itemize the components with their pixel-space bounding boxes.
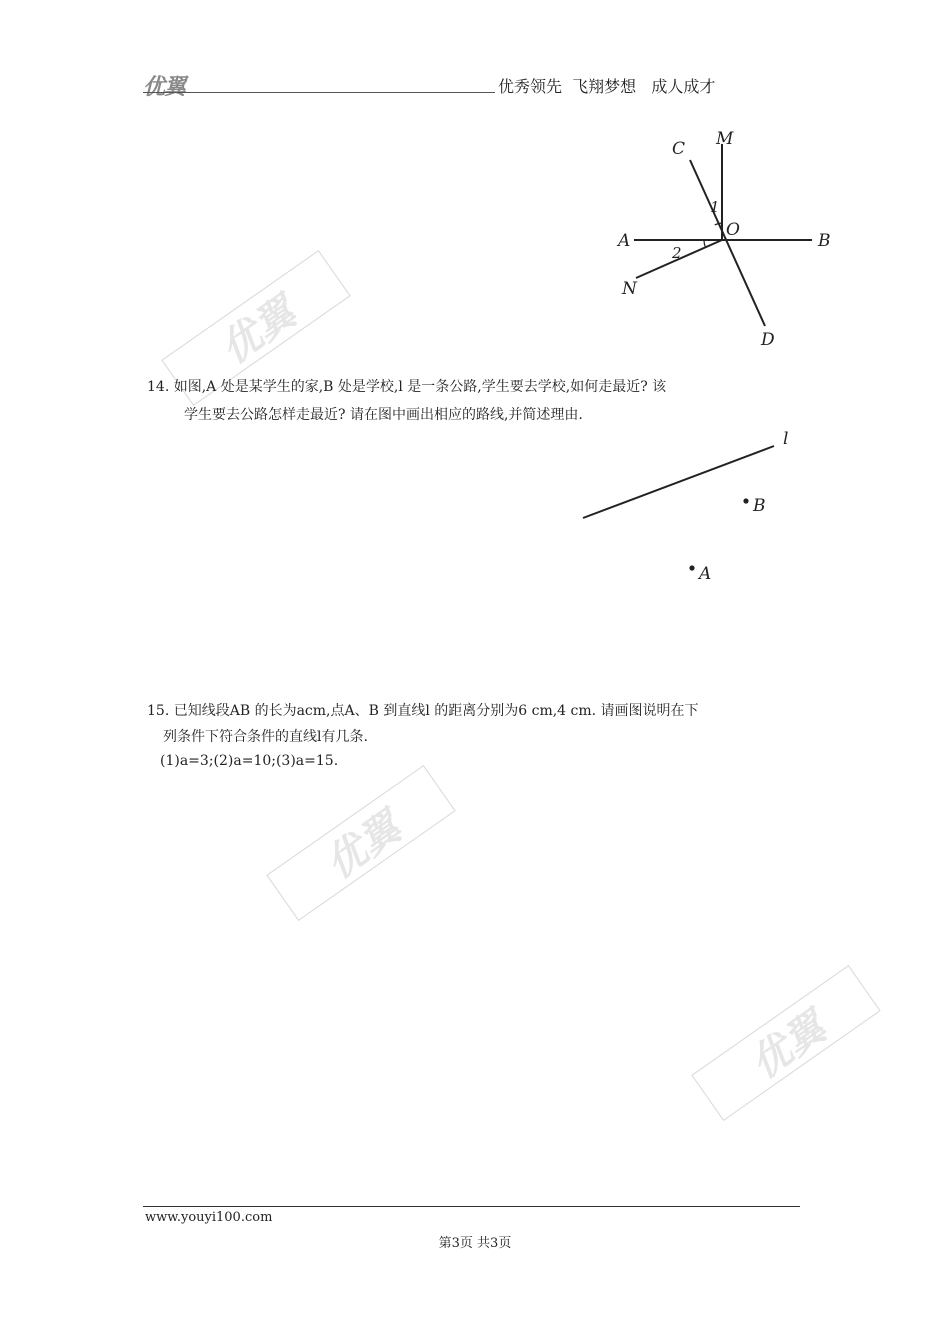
footer-rule xyxy=(143,1206,800,1207)
road-line-l xyxy=(583,446,774,518)
label-o: O xyxy=(726,220,740,240)
label-d: D xyxy=(761,330,775,350)
label-c: C xyxy=(672,139,686,159)
angle-figure xyxy=(600,120,850,360)
header-slogan: 优秀领先 飞翔梦想 成人成才 xyxy=(498,77,716,96)
point-a-dot xyxy=(689,565,694,570)
watermark xyxy=(691,965,880,1121)
watermark xyxy=(266,765,455,921)
label-b: B xyxy=(818,231,831,251)
watermark-text: 优翼 xyxy=(212,289,304,373)
question-14-line-1: 14. 如图,A 处是某学生的家,B 处是学校,l 是一条公路,学生要去学校,如何走最近? 该 xyxy=(147,379,667,395)
question-15-line-2: 列条件下符合条件的直线l有几条. xyxy=(163,729,368,745)
label-a: A xyxy=(618,231,631,251)
label-angle-1: 1 xyxy=(710,198,720,216)
road-figure xyxy=(540,420,810,595)
question-15-line-3: (1)a=3;(2)a=10;(3)a=15. xyxy=(160,753,339,769)
label-angle-2: 2 xyxy=(672,244,682,262)
question-14-line-2: 学生要去公路怎样走最近? 请在图中画出相应的路线,并简述理由. xyxy=(184,407,583,423)
label-point-b: B xyxy=(753,496,766,516)
point-b-dot xyxy=(743,498,748,503)
header-rule xyxy=(143,92,495,93)
line-cd xyxy=(690,160,765,326)
label-m: M xyxy=(716,129,734,149)
header-logo: 优翼 xyxy=(143,75,186,100)
question-15-line-1: 15. 已知线段AB 的长为acm,点A、B 到直线l 的距离分别为6 cm,4 cm. 请画图说明在下 xyxy=(147,703,699,719)
label-road-l: l xyxy=(783,429,789,449)
watermark-text: 优翼 xyxy=(317,804,409,888)
page-number: 第3页 共3页 xyxy=(438,1236,512,1251)
label-point-a: A xyxy=(699,564,712,584)
footer-website: www.youyi100.com xyxy=(145,1210,273,1225)
watermark-text: 优翼 xyxy=(742,1004,834,1088)
angle-2-arc xyxy=(704,240,706,248)
label-n: N xyxy=(622,279,637,299)
